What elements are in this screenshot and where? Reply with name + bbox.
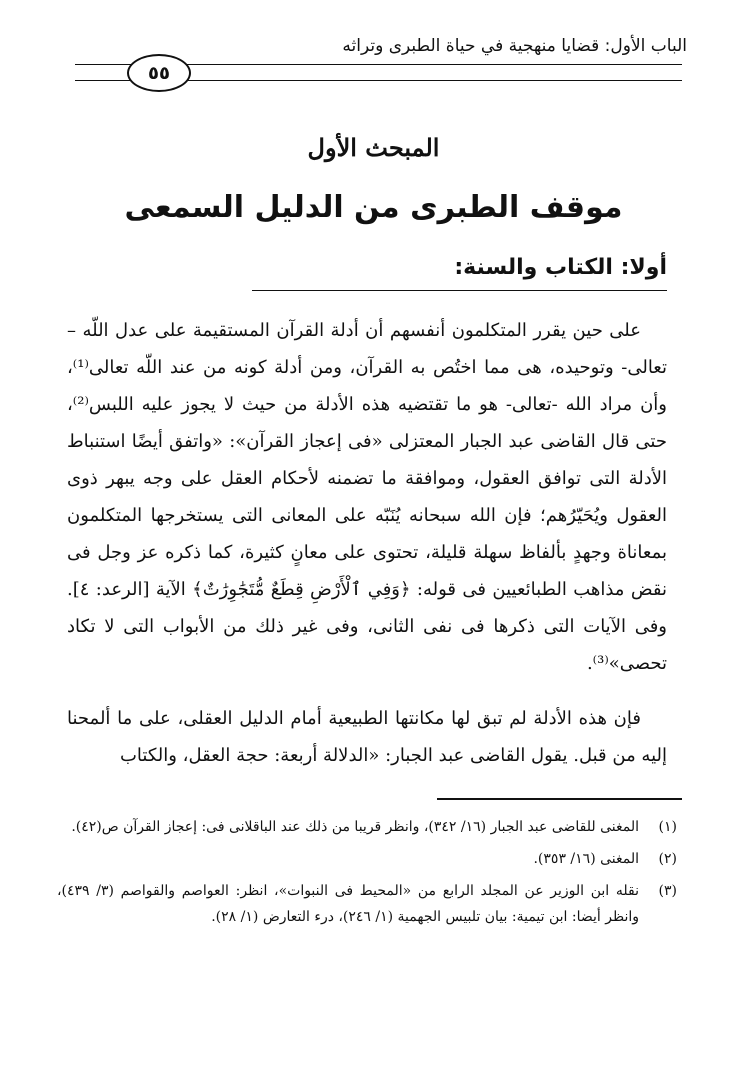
footnote-text: المغنى للقاضى عبد الجبار (١٦/ ٣٤٢)، وانظر قريبا من ذلك عند الباقلانى فى: إعجاز القرآن ص(٤٢). [71, 819, 639, 835]
running-header-title: الباب الأول: قضايا منهجية في حياة الطبرى وتراثه [342, 36, 687, 56]
section-title: موقف الطبرى من الدليل السمعى [124, 190, 623, 225]
body-paragraph-2-block [67, 700, 667, 774]
footnote-item [57, 814, 677, 840]
footnote-number: (١) [658, 819, 677, 835]
section-label: المبحث الأول [307, 133, 440, 162]
footnote-number: (٢) [658, 851, 677, 867]
subheading-underline [252, 290, 667, 291]
footnotes [57, 814, 677, 936]
body-paragraph-1-block [67, 312, 667, 682]
footnote-text: المغنى (١٦/ ٣٥٣). [533, 851, 639, 867]
body-paragraph-1: على حين يقرر المتكلمون أنفسهم أن أدلة القرآن المستقيمة على عدل اللّه – تعالى- وتوحيده، هى مما اختُص به القرآن، ومن أدلة كونه من عند اللّه تعالى⁽¹⁾، وأن مراد الله -تعالى- هو ما تقتضيه هذه الأدلة من حيث لا يجوز عليه اللبس⁽²⁾، حتى قال القاضى عبد الجبار المعتزلى «فى إعجاز القرآن»: «واتفق أيضًا استنباط الأدلة التى توافق العقول، وموافقة ما تضمنه لأحكام العقل على وجه يبهر ذوى العقول ويُحَيّرُهم؛ فإن الله سبحانه يُنَبّه على المعانى التى يستخرجها المتكلمون بمعاناة وجهدٍ بألفاظ سهلة قليلة، تحتوى على معانٍ كثيرة، كما ذكره عز وجل فى نقض مذاهب الطبائعيين فى قوله: ﴿وَفِي ٱلْأَرْضِ قِطَعٌ مُّتَجَٰوِرَٰتٌ﴾ الآية [الرعد: ٤]. وفى الآيات التى ذكرها فى نفى الثانى، وفى غير ذلك من الأبواب التى لا تكاد تحصى»⁽³⁾. [67, 320, 667, 674]
footnote-text: نقله ابن الوزير عن المجلد الرابع من «المحيط فى النبوات»، انظر: العواصم والقواصم (٣/ ٤٣٩)، وانظر أيضا: ابن تيمية: بيان تلبيس الجهمية (١/ ٢٤٦)، درء التعارض (١/ ٢٨). [57, 883, 639, 925]
page-number: ٥٥ [148, 62, 170, 84]
footnote-number: (٣) [658, 883, 677, 899]
footnote-item [57, 878, 677, 930]
footnote-separator [437, 798, 682, 800]
footnote-item [57, 846, 677, 872]
page-number-badge [127, 54, 191, 92]
body-paragraph-2: فإن هذه الأدلة لم تبق لها مكانتها الطبيعية أمام الدليل العقلى، على ما ألمحنا إليه من قبل. يقول القاضى عبد الجبار: «الدلالة أربعة: حجة العقل، والكتاب [67, 708, 667, 766]
subheading: أولا: الكتاب والسنة: [454, 255, 667, 280]
